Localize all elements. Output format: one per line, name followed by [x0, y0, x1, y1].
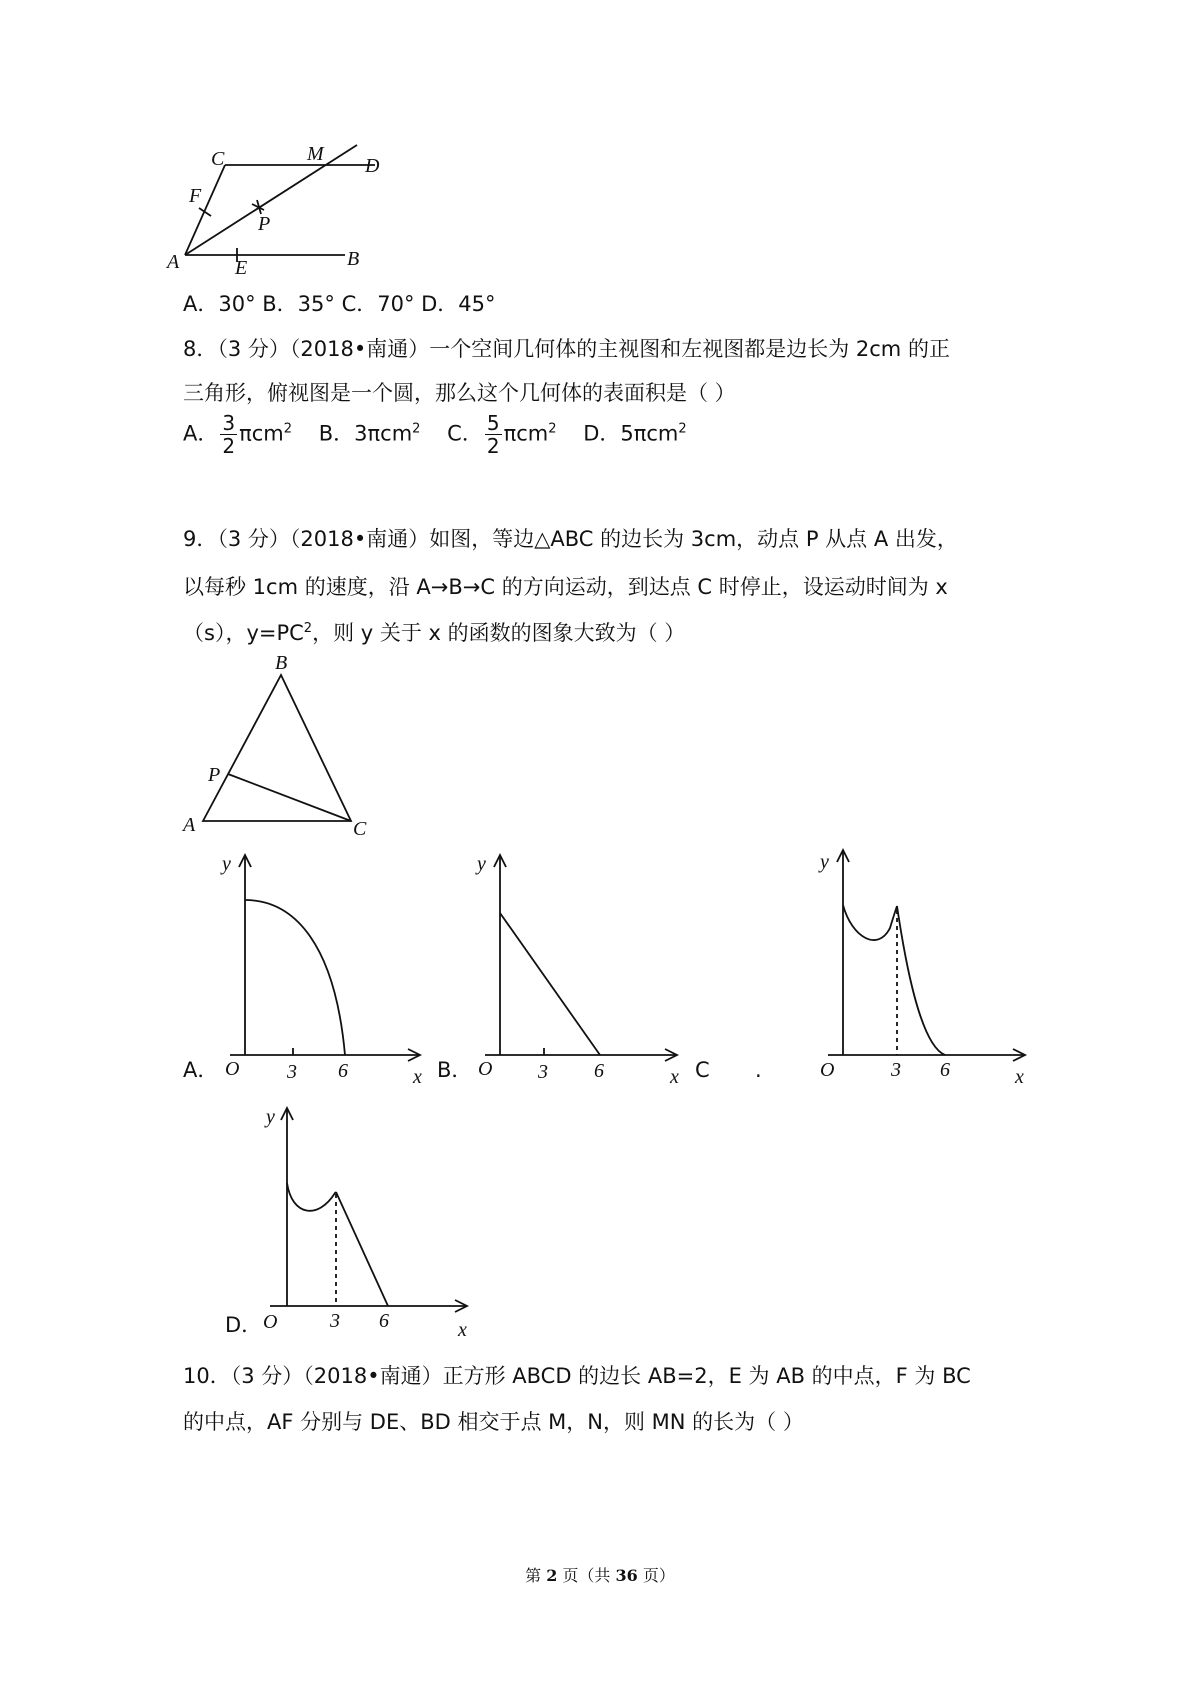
label-m: M: [307, 143, 324, 165]
label-c: C: [211, 148, 225, 170]
label-c: C: [353, 818, 367, 840]
label-d: D: [365, 155, 380, 177]
label-p: P: [208, 764, 221, 786]
svg-text:O: O: [225, 1058, 240, 1080]
svg-text:y: y: [266, 1106, 275, 1128]
label-f: F: [189, 185, 202, 207]
svg-text:x: x: [670, 1066, 679, 1088]
label-b: B: [347, 248, 360, 270]
svg-text:3: 3: [330, 1310, 340, 1332]
q9-option-b-label: B．: [437, 1058, 473, 1082]
q9-triangle-figure: [175, 652, 390, 855]
q7-options: A．30° B．35° C．70° D．45°: [183, 292, 496, 316]
q8-opt-a-unit: πcm: [239, 421, 284, 446]
q8-opt-b: B．3πcm: [318, 421, 413, 446]
svg-text:3: 3: [891, 1059, 901, 1081]
q8-line1: 8．（3 分）（2018•南通）一个空间几何体的主视图和左视图都是边长为 2cm 的正: [183, 337, 950, 361]
q8-opt-c-fraction: $\frac{5}{2}$: [486, 411, 500, 458]
q9-line1: 9．（3 分）（2018•南通）如图，等边△ABC 的边长为 3cm，动点 P 从点 A 出发，: [183, 527, 958, 551]
label-a: A: [167, 251, 180, 273]
svg-text:x: x: [458, 1319, 467, 1341]
q9-graph-b: [465, 845, 710, 1088]
q9-option-c-label: C: [695, 1058, 710, 1082]
q7-figure: [167, 143, 435, 305]
svg-text:3: 3: [538, 1061, 548, 1083]
q8-opt-c-unit: πcm: [503, 421, 549, 446]
svg-text:O: O: [478, 1058, 493, 1080]
q9-line3: （s），$y=PC^2$，则 y 关于 x 的函数的图象大致为（ ）: [183, 621, 686, 645]
q9-graph-c: [810, 840, 1040, 1088]
svg-text:y: y: [477, 853, 486, 875]
svg-text:y: y: [820, 851, 829, 873]
svg-text:x: x: [1015, 1066, 1024, 1088]
label-p: P: [258, 213, 271, 235]
q8-options: A． $\frac{3}{2}$ πcm$^2$ B．3πcm$^2$ C． $\frac{5}{2}$ πcm$^2$ D．5πcm$^2$: [183, 411, 687, 458]
q10-line2: 的中点，AF 分别与 DE、BD 相交于点 M，N，则 MN 的长为（ ）: [183, 1410, 804, 1434]
svg-text:O: O: [263, 1311, 278, 1333]
svg-text:x: x: [413, 1066, 422, 1088]
svg-text:6: 6: [940, 1059, 950, 1081]
q9-line2: 以每秒 1cm 的速度，沿 A→B→C 的方向运动，到达点 C 时停止，设运动时间为 x: [183, 575, 948, 599]
q8-line2: 三角形，俯视图是一个圆，那么这个几何体的表面积是（ ）: [183, 381, 736, 405]
svg-text:3: 3: [287, 1061, 297, 1083]
q10-line1: 10．（3 分）（2018•南通）正方形 ABCD 的边长 AB=2，E 为 AB 的中点，F 为 BC: [183, 1364, 971, 1388]
q9-option-a-label: A．: [183, 1058, 219, 1082]
q8-opt-a-prefix: A．: [183, 421, 219, 446]
label-b: B: [275, 652, 288, 674]
q9-option-d-label: D．: [225, 1313, 263, 1337]
page-footer: 第 2 页（共 36 页）: [525, 1566, 675, 1585]
q8-opt-d: D．5πcm: [583, 421, 679, 446]
label-e: E: [235, 257, 248, 279]
label-a: A: [183, 814, 196, 836]
q8-opt-a-fraction: $\frac{3}{2}$: [222, 411, 236, 458]
q9-graph-d: [250, 1098, 480, 1341]
svg-text:6: 6: [594, 1060, 604, 1082]
q8-opt-c-prefix: C．: [447, 421, 483, 446]
q9-option-c-dot: .: [755, 1058, 762, 1082]
q9-graph-a: [210, 845, 435, 1088]
svg-text:6: 6: [379, 1310, 389, 1332]
svg-text:O: O: [820, 1059, 835, 1081]
svg-text:y: y: [222, 853, 231, 875]
svg-text:6: 6: [338, 1060, 348, 1082]
